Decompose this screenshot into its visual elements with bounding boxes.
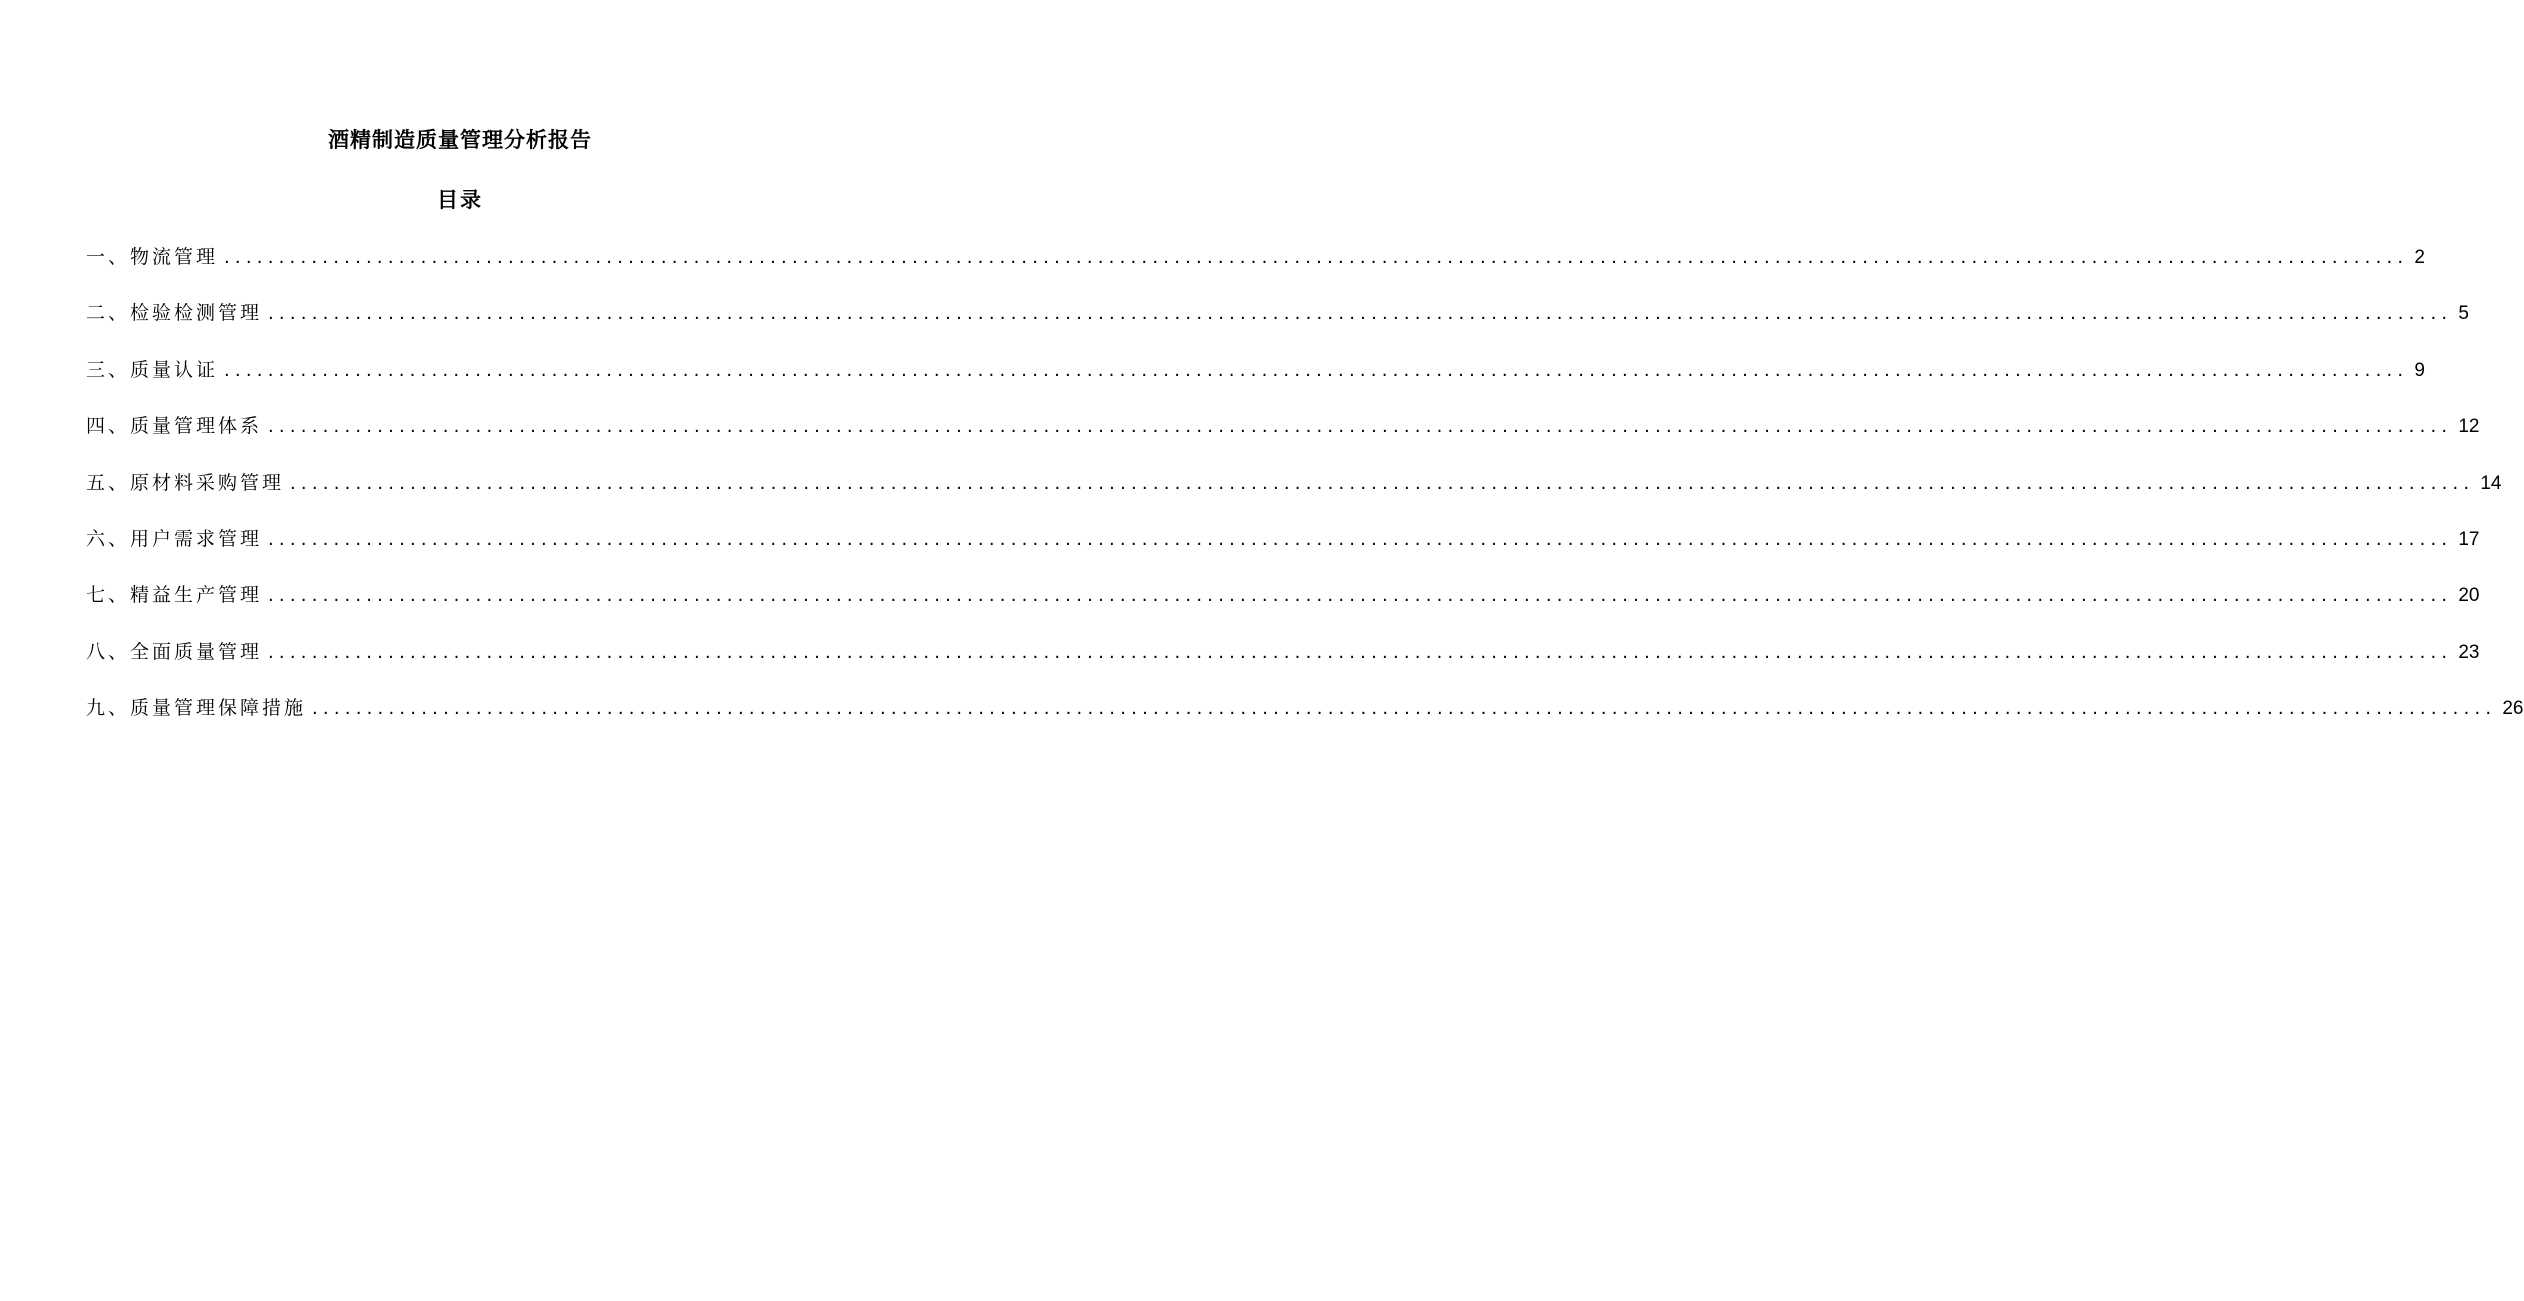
- toc-leader-dots: ........................................................................................................................................................................................................: [268, 416, 2453, 438]
- toc-heading: 目录: [437, 188, 483, 212]
- toc-entry-label: 六、用户需求管理: [86, 527, 263, 550]
- toc-entry-label: 二、检验检测管理: [86, 302, 263, 325]
- toc-entry-total-quality[interactable]: [86, 636, 2480, 692]
- toc-leader-dots: ........................................................................................................................................................................................................: [224, 247, 2409, 268]
- toc-leader-dots: ........................................................................................................................................................................................................: [268, 528, 2453, 550]
- toc-entry-page: 12: [2458, 416, 2480, 438]
- toc-entry-page: 20: [2458, 585, 2480, 607]
- toc-entry-label: 七、精益生产管理: [86, 584, 263, 607]
- toc-entry-logistics[interactable]: [86, 241, 2425, 297]
- toc-entry-quality-system[interactable]: [86, 410, 2480, 466]
- table-of-contents: [86, 241, 2524, 749]
- toc-entry-label: 三、质量认证: [86, 358, 219, 381]
- toc-entry-page: 17: [2458, 528, 2480, 550]
- toc-entry-page: 5: [2458, 303, 2469, 325]
- toc-entry-inspection[interactable]: [86, 297, 2469, 353]
- toc-entry-label: 五、原材料采购管理: [86, 471, 285, 494]
- toc-entry-safeguards[interactable]: [86, 692, 2524, 748]
- toc-entry-procurement[interactable]: [86, 467, 2502, 523]
- toc-entry-label: 四、质量管理体系: [86, 415, 263, 438]
- toc-leader-dots: ........................................................................................................................................................................................................: [268, 585, 2453, 607]
- toc-entry-page: 26: [2502, 698, 2524, 720]
- document-title: 酒精制造质量管理分析报告: [328, 128, 592, 152]
- toc-leader-dots: ........................................................................................................................................................................................................: [268, 303, 2453, 325]
- toc-entry-page: 23: [2458, 641, 2480, 663]
- toc-entry-page: 9: [2414, 359, 2425, 381]
- toc-entry-label: 一、物流管理: [86, 246, 219, 268]
- toc-leader-dots: ........................................................................................................................................................................................................: [312, 698, 2497, 720]
- toc-leader-dots: ........................................................................................................................................................................................................: [290, 472, 2475, 494]
- toc-leader-dots: ........................................................................................................................................................................................................: [268, 641, 2453, 663]
- toc-entry-label: 九、质量管理保障措施: [86, 697, 307, 720]
- toc-entry-page: 2: [2414, 247, 2425, 268]
- toc-leader-dots: ........................................................................................................................................................................................................: [224, 359, 2409, 381]
- toc-entry-lean-production[interactable]: [86, 579, 2480, 635]
- toc-entry-user-demand[interactable]: [86, 523, 2480, 579]
- toc-entry-page: 14: [2480, 472, 2502, 494]
- toc-entry-certification[interactable]: [86, 354, 2425, 410]
- toc-entry-label: 八、全面质量管理: [86, 640, 263, 663]
